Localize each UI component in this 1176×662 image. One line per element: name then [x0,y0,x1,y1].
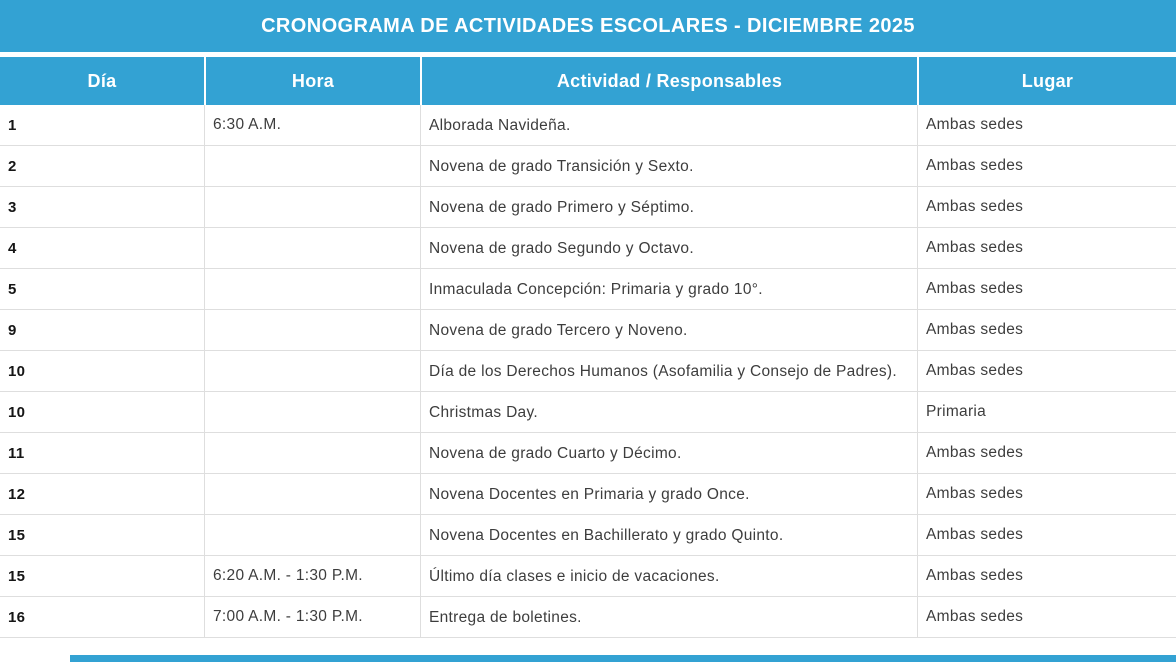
time-cell [204,433,420,474]
place-cell: Ambas sedes [917,187,1176,228]
time-cell [204,228,420,269]
activity-cell: Novena Docentes en Primaria y grado Once. [420,474,917,515]
place-cell: Ambas sedes [917,474,1176,515]
table-row [0,597,1176,638]
table-row [0,310,1176,351]
time-cell [204,269,420,310]
day-cell: 2 [0,146,204,187]
table-row [0,269,1176,310]
table-row [0,474,1176,515]
column-header-dia: Día [0,57,204,105]
page-title: CRONOGRAMA DE ACTIVIDADES ESCOLARES - DICIEMBRE 2025 [261,14,915,37]
header-row [0,57,1176,105]
activity-cell: Entrega de boletines. [420,597,917,638]
activity-cell: Novena de grado Transición y Sexto. [420,146,917,187]
column-header-hora: Hora [204,57,420,105]
place-cell: Ambas sedes [917,351,1176,392]
place-cell: Primaria [917,392,1176,433]
day-cell: 9 [0,310,204,351]
activity-cell: Novena de grado Cuarto y Décimo. [420,433,917,474]
activity-cell: Día de los Derechos Humanos (Asofamilia y Consejo de Padres). [420,351,917,392]
day-cell: 11 [0,433,204,474]
activity-cell: Novena Docentes en Bachillerato y grado Quinto. [420,515,917,556]
day-cell: 10 [0,392,204,433]
column-header-actividad: Actividad / Responsables [420,57,917,105]
table-row [0,105,1176,146]
time-cell [204,351,420,392]
place-cell: Ambas sedes [917,597,1176,638]
time-cell: 7:00 A.M. - 1:30 P.M. [204,597,420,638]
activity-cell: Novena de grado Segundo y Octavo. [420,228,917,269]
activity-cell: Novena de grado Primero y Séptimo. [420,187,917,228]
table-row [0,392,1176,433]
time-cell [204,146,420,187]
table-row [0,146,1176,187]
schedule-body [0,105,1176,638]
day-cell: 4 [0,228,204,269]
place-cell: Ambas sedes [917,228,1176,269]
time-cell: 6:30 A.M. [204,105,420,146]
table-row [0,351,1176,392]
activity-cell: Christmas Day. [420,392,917,433]
day-cell: 16 [0,597,204,638]
table-row [0,228,1176,269]
day-cell: 12 [0,474,204,515]
place-cell: Ambas sedes [917,310,1176,351]
day-cell: 15 [0,556,204,597]
activity-cell: Último día clases e inicio de vacaciones. [420,556,917,597]
day-cell: 1 [0,105,204,146]
table-row [0,515,1176,556]
table-row [0,187,1176,228]
activity-cell: Alborada Navideña. [420,105,917,146]
place-cell: Ambas sedes [917,556,1176,597]
place-cell: Ambas sedes [917,146,1176,187]
table-row [0,433,1176,474]
place-cell: Ambas sedes [917,515,1176,556]
day-cell: 3 [0,187,204,228]
column-header-lugar: Lugar [917,57,1176,105]
table-row [0,556,1176,597]
time-cell [204,474,420,515]
day-cell: 5 [0,269,204,310]
activity-cell: Inmaculada Concepción: Primaria y grado 10°. [420,269,917,310]
day-cell: 15 [0,515,204,556]
time-cell [204,515,420,556]
place-cell: Ambas sedes [917,269,1176,310]
document-title-bar [0,0,1176,52]
time-cell [204,310,420,351]
place-cell: Ambas sedes [917,433,1176,474]
place-cell: Ambas sedes [917,105,1176,146]
day-cell: 10 [0,351,204,392]
schedule-table [0,57,1176,638]
activity-cell: Novena de grado Tercero y Noveno. [420,310,917,351]
time-cell [204,187,420,228]
time-cell [204,392,420,433]
time-cell: 6:20 A.M. - 1:30 P.M. [204,556,420,597]
next-table-top-edge [70,655,1176,662]
table-header [0,57,1176,105]
